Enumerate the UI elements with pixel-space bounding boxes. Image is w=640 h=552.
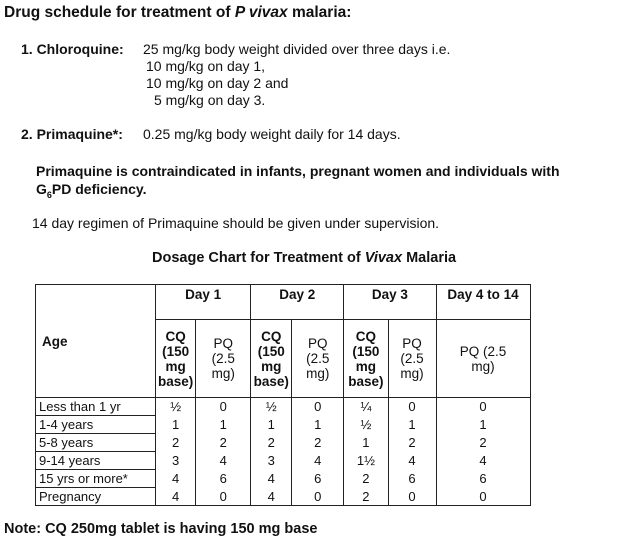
day3-pq-header: PQ (2.5 mg) — [388, 320, 436, 398]
value-cell: 1 — [344, 434, 388, 452]
value-cell: 2 — [344, 488, 388, 506]
chloroquine-dose: 25 mg/kg body weight divided over three days i.e. — [143, 41, 451, 57]
page-title — [4, 4, 351, 22]
value-cell: 6 — [292, 470, 344, 488]
value-cell: 1 — [292, 416, 344, 434]
table-row — [36, 488, 531, 506]
value-cell: 4 — [156, 470, 196, 488]
day3-header: Day 3 — [344, 285, 436, 320]
day1-header: Day 1 — [156, 285, 251, 320]
value-cell: ¼ — [344, 398, 388, 416]
title-suffix: malaria: — [287, 4, 352, 21]
value-cell: 4 — [388, 452, 436, 470]
day2-header: Day 2 — [251, 285, 344, 320]
age-cell: Pregnancy — [36, 488, 156, 506]
value-cell: 0 — [196, 488, 251, 506]
value-cell: 0 — [196, 398, 251, 416]
dosage-table — [35, 284, 531, 506]
value-cell: 0 — [292, 488, 344, 506]
chart-title-prefix: Dosage Chart for Treatment of — [152, 250, 365, 266]
table-row — [36, 416, 531, 434]
value-cell: 6 — [388, 470, 436, 488]
value-cell: 0 — [436, 398, 530, 416]
title-prefix: Drug schedule for treatment of — [4, 4, 235, 21]
value-cell: 3 — [156, 452, 196, 470]
chloroquine-day3: 5 mg/kg on day 3. — [154, 92, 266, 108]
warning-g: G — [36, 181, 47, 197]
age-cell: 9-14 years — [36, 452, 156, 470]
value-cell: 4 — [156, 488, 196, 506]
value-cell: 2 — [292, 434, 344, 452]
value-cell: 0 — [388, 398, 436, 416]
value-cell: 2 — [251, 434, 292, 452]
chart-title-species: Vivax — [364, 250, 403, 266]
day3-cq-header: CQ (150 mg base) — [344, 320, 388, 398]
table-row — [36, 452, 531, 470]
value-cell: 1 — [196, 416, 251, 434]
value-cell: 1 — [156, 416, 196, 434]
value-cell: 1 — [251, 416, 292, 434]
value-cell: ½ — [251, 398, 292, 416]
warning-line1: Primaquine is contraindicated in infants, pregnant women and individuals with — [36, 163, 560, 179]
value-cell: 6 — [436, 470, 530, 488]
day2-pq-header: PQ (2.5 mg) — [292, 320, 344, 398]
value-cell: ½ — [156, 398, 196, 416]
primaquine-dose: 0.25 mg/kg body weight daily for 14 days. — [143, 126, 401, 142]
value-cell: 6 — [196, 470, 251, 488]
day4to14-pq-header: PQ (2.5 mg) — [436, 320, 530, 398]
age-cell: 15 yrs or more* — [36, 470, 156, 488]
table-row — [36, 434, 531, 452]
day1-cq-header: CQ (150 mg base) — [156, 320, 196, 398]
day1-pq-header: PQ (2.5 mg) — [196, 320, 251, 398]
chloroquine-day2: 10 mg/kg on day 2 and — [146, 75, 289, 91]
warning-line2 — [36, 181, 147, 200]
value-cell: 2 — [156, 434, 196, 452]
age-cell: 5-8 years — [36, 434, 156, 452]
value-cell: 1 — [388, 416, 436, 434]
warning-pd: PD deficiency. — [51, 181, 147, 197]
age-cell: 1-4 years — [36, 416, 156, 434]
value-cell: 2 — [344, 470, 388, 488]
value-cell: 2 — [388, 434, 436, 452]
value-cell: 0 — [388, 488, 436, 506]
value-cell: 0 — [436, 488, 530, 506]
age-cell: Less than 1 yr — [36, 398, 156, 416]
dosage-chart-title — [152, 250, 456, 266]
day2-cq-header: CQ (150 mg base) — [251, 320, 292, 398]
value-cell: 2 — [196, 434, 251, 452]
value-cell: 4 — [292, 452, 344, 470]
value-cell: 4 — [436, 452, 530, 470]
footnote: Note: CQ 250mg tablet is having 150 mg base — [4, 521, 318, 537]
chloroquine-label: 1. Chloroquine: — [21, 41, 124, 57]
value-cell: ½ — [344, 416, 388, 434]
chart-title-suffix: Malaria — [402, 250, 457, 266]
warning-subscript: 6 — [46, 189, 52, 200]
value-cell: 4 — [196, 452, 251, 470]
value-cell: 1½ — [344, 452, 388, 470]
value-cell: 2 — [436, 434, 530, 452]
day4to14-header: Day 4 to 14 — [436, 285, 530, 320]
table-row — [36, 398, 531, 416]
supervision-text: 14 day regimen of Primaquine should be given under supervision. — [32, 215, 440, 231]
value-cell: 0 — [292, 398, 344, 416]
value-cell: 4 — [251, 470, 292, 488]
chloroquine-day1: 10 mg/kg on day 1, — [146, 58, 266, 74]
title-species: P vivax — [234, 4, 288, 21]
age-header: Age — [36, 285, 156, 398]
table-row — [36, 470, 531, 488]
value-cell: 3 — [251, 452, 292, 470]
value-cell: 1 — [436, 416, 530, 434]
primaquine-label: 2. Primaquine*: — [21, 126, 123, 142]
value-cell: 4 — [251, 488, 292, 506]
